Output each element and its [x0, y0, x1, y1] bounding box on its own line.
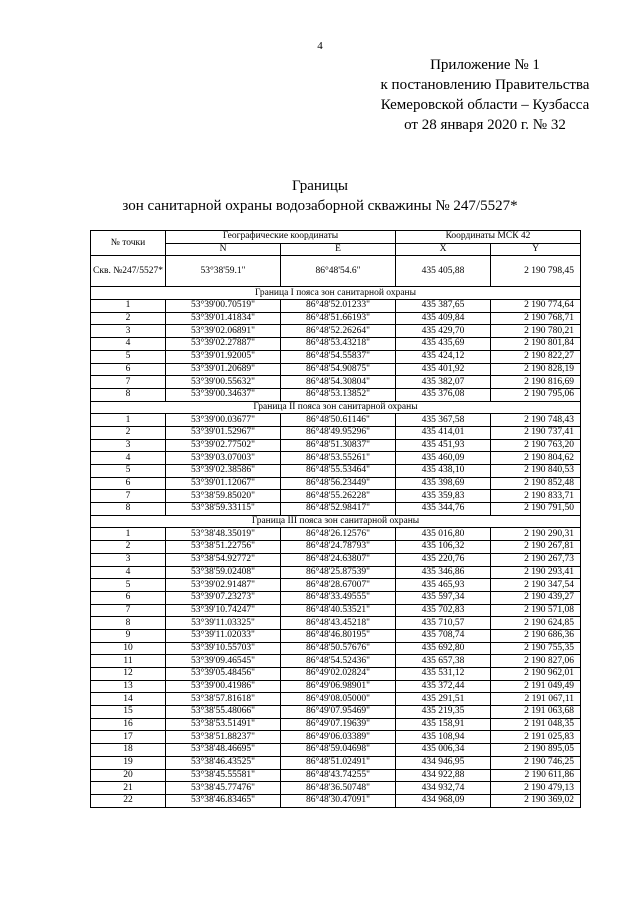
longitude-e: 86°49'06.98901"	[281, 680, 396, 693]
latitude-n: 53°39'01.92005"	[166, 350, 281, 363]
latitude-n: 53°39'09.46545"	[166, 655, 281, 668]
longitude-e: 86°49'06.03389"	[281, 731, 396, 744]
coord-x: 435 344,76	[396, 503, 491, 516]
point-number: 18	[91, 744, 166, 757]
latitude-n: 53°39'01.41834"	[166, 312, 281, 325]
coord-x: 435 424,12	[396, 350, 491, 363]
point-number: 3	[91, 553, 166, 566]
header-point: № точки	[91, 231, 166, 256]
longitude-e: 86°48'43.45218"	[281, 617, 396, 630]
header-n: N	[166, 243, 281, 256]
point-number: 22	[91, 794, 166, 807]
table-row	[91, 363, 581, 376]
longitude-e: 86°48'36.50748"	[281, 782, 396, 795]
point-number: 2	[91, 312, 166, 325]
coord-x: 435 158,91	[396, 718, 491, 731]
latitude-n: 53°38'45.55581"	[166, 769, 281, 782]
latitude-n: 53°39'01.12067"	[166, 477, 281, 490]
coord-y: 2 190 780,21	[491, 325, 581, 338]
table-row	[91, 604, 581, 617]
table-row	[91, 414, 581, 427]
point-number: 1	[91, 414, 166, 427]
coord-x: 435 382,07	[396, 376, 491, 389]
longitude-e: 86°49'02.02824"	[281, 668, 396, 681]
document-title	[0, 176, 640, 216]
longitude-e: 86°48'50.57676"	[281, 642, 396, 655]
coord-y: 2 190 748,43	[491, 414, 581, 427]
point-number: 16	[91, 718, 166, 731]
longitude-e: 86°48'52.26264"	[281, 325, 396, 338]
coord-y: 2 191 025,83	[491, 731, 581, 744]
latitude-n: 53°39'10.55703"	[166, 642, 281, 655]
well-x: 435 405,88	[396, 256, 491, 287]
longitude-e: 86°48'55.26228"	[281, 490, 396, 503]
coord-x: 435 460,09	[396, 452, 491, 465]
section-header-row	[91, 287, 581, 300]
latitude-n: 53°39'02.91487"	[166, 579, 281, 592]
latitude-n: 53°38'54.92772"	[166, 553, 281, 566]
latitude-n: 53°38'51.22756"	[166, 541, 281, 554]
table-row	[91, 490, 581, 503]
coord-y: 2 190 791,50	[491, 503, 581, 516]
header-x: X	[396, 243, 491, 256]
longitude-e: 86°48'52.01233"	[281, 300, 396, 313]
title-line-2: зон санитарной охраны водозаборной скважины № 247/5527*	[122, 198, 518, 214]
well-id: Скв. №247/5527*	[91, 256, 166, 287]
header-y: Y	[491, 243, 581, 256]
coord-x: 435 219,35	[396, 706, 491, 719]
point-number: 4	[91, 338, 166, 351]
coord-y: 2 190 774,64	[491, 300, 581, 313]
coord-x: 434 932,74	[396, 782, 491, 795]
coord-y: 2 190 290,31	[491, 528, 581, 541]
latitude-n: 53°39'02.06891"	[166, 325, 281, 338]
coord-x: 435 108,94	[396, 731, 491, 744]
point-number: 14	[91, 693, 166, 706]
point-number: 6	[91, 477, 166, 490]
coord-x: 435 692,80	[396, 642, 491, 655]
appendix-line-3: Кемеровской области – Кузбасса	[380, 97, 590, 113]
coord-x: 435 220,76	[396, 553, 491, 566]
longitude-e: 86°48'56.23449"	[281, 477, 396, 490]
coord-x: 435 291,51	[396, 693, 491, 706]
table-row	[91, 541, 581, 554]
coord-x: 435 387,65	[396, 300, 491, 313]
coord-y: 2 190 852,48	[491, 477, 581, 490]
table-row	[91, 503, 581, 516]
longitude-e: 86°48'43.74255"	[281, 769, 396, 782]
coord-y: 2 190 369,02	[491, 794, 581, 807]
point-number: 3	[91, 439, 166, 452]
longitude-e: 86°48'26.12576"	[281, 528, 396, 541]
table-row	[91, 312, 581, 325]
longitude-e: 86°48'54.55837"	[281, 350, 396, 363]
longitude-e: 86°48'25.87539"	[281, 566, 396, 579]
coord-x: 434 968,09	[396, 794, 491, 807]
point-number: 3	[91, 325, 166, 338]
appendix-line-4: от 28 января 2020 г. № 32	[404, 117, 566, 133]
coord-x: 435 597,34	[396, 591, 491, 604]
table-row	[91, 579, 581, 592]
table-row	[91, 680, 581, 693]
longitude-e: 86°49'07.95469"	[281, 706, 396, 719]
latitude-n: 53°38'59.85020"	[166, 490, 281, 503]
table-row	[91, 769, 581, 782]
table-row	[91, 693, 581, 706]
latitude-n: 53°39'11.02033"	[166, 629, 281, 642]
coord-y: 2 191 063,68	[491, 706, 581, 719]
longitude-e: 86°48'33.49555"	[281, 591, 396, 604]
coord-y: 2 190 267,81	[491, 541, 581, 554]
latitude-n: 53°39'11.03325"	[166, 617, 281, 630]
coord-y: 2 190 801,84	[491, 338, 581, 351]
longitude-e: 86°48'50.61146"	[281, 414, 396, 427]
latitude-n: 53°38'46.83465"	[166, 794, 281, 807]
coord-x: 435 657,38	[396, 655, 491, 668]
point-number: 19	[91, 756, 166, 769]
coord-y: 2 190 439,27	[491, 591, 581, 604]
table-row	[91, 452, 581, 465]
latitude-n: 53°38'48.35019"	[166, 528, 281, 541]
latitude-n: 53°38'59.02408"	[166, 566, 281, 579]
longitude-e: 86°48'51.66193"	[281, 312, 396, 325]
table-row	[91, 338, 581, 351]
table-row	[91, 376, 581, 389]
table-row	[91, 350, 581, 363]
coord-x: 435 531,12	[396, 668, 491, 681]
point-number: 6	[91, 591, 166, 604]
section-header-row	[91, 515, 581, 528]
longitude-e: 86°48'49.95296"	[281, 426, 396, 439]
coord-x: 434 922,88	[396, 769, 491, 782]
table-row	[91, 744, 581, 757]
well-e: 86°48'54.6"	[281, 256, 396, 287]
coord-x: 435 409,84	[396, 312, 491, 325]
coord-y: 2 190 267,73	[491, 553, 581, 566]
point-number: 7	[91, 376, 166, 389]
coord-y: 2 191 048,35	[491, 718, 581, 731]
latitude-n: 53°38'57.81618"	[166, 693, 281, 706]
coord-x: 435 401,92	[396, 363, 491, 376]
longitude-e: 86°48'52.98417"	[281, 503, 396, 516]
coord-y: 2 190 833,71	[491, 490, 581, 503]
table-row	[91, 591, 581, 604]
longitude-e: 86°48'40.53521"	[281, 604, 396, 617]
well-n: 53°38'59.1"	[166, 256, 281, 287]
table-row	[91, 731, 581, 744]
table-row	[91, 439, 581, 452]
well-y: 2 190 798,45	[491, 256, 581, 287]
latitude-n: 53°39'00.03677"	[166, 414, 281, 427]
table-row	[91, 388, 581, 401]
latitude-n: 53°39'00.34637"	[166, 388, 281, 401]
coord-y: 2 190 816,69	[491, 376, 581, 389]
coord-y: 2 190 611,86	[491, 769, 581, 782]
point-number: 8	[91, 388, 166, 401]
coord-x: 435 438,10	[396, 465, 491, 478]
latitude-n: 53°39'00.70519"	[166, 300, 281, 313]
coord-y: 2 190 962,01	[491, 668, 581, 681]
latitude-n: 53°39'07.23273"	[166, 591, 281, 604]
coord-y: 2 190 755,35	[491, 642, 581, 655]
title-line-1: Границы	[291, 178, 349, 194]
table-row	[91, 668, 581, 681]
longitude-e: 86°48'53.55261"	[281, 452, 396, 465]
latitude-n: 53°39'05.48456"	[166, 668, 281, 681]
coord-y: 2 191 049,49	[491, 680, 581, 693]
table-row	[91, 642, 581, 655]
coord-y: 2 190 840,53	[491, 465, 581, 478]
coord-y: 2 190 895,05	[491, 744, 581, 757]
latitude-n: 53°39'00.41986"	[166, 680, 281, 693]
point-number: 4	[91, 452, 166, 465]
table-row	[91, 655, 581, 668]
table-body	[91, 256, 581, 807]
longitude-e: 86°48'28.67007"	[281, 579, 396, 592]
table-row	[91, 718, 581, 731]
coord-x: 435 372,44	[396, 680, 491, 693]
table-row	[91, 426, 581, 439]
coord-x: 435 367,58	[396, 414, 491, 427]
point-number: 1	[91, 300, 166, 313]
latitude-n: 53°39'02.38586"	[166, 465, 281, 478]
coord-x: 435 359,83	[396, 490, 491, 503]
point-number: 5	[91, 465, 166, 478]
coord-x: 435 465,93	[396, 579, 491, 592]
appendix-line-2: к постановлению Правительства	[380, 77, 590, 93]
coord-x: 435 346,86	[396, 566, 491, 579]
coord-y: 2 190 763,20	[491, 439, 581, 452]
coord-y: 2 190 479,13	[491, 782, 581, 795]
latitude-n: 53°38'46.43525"	[166, 756, 281, 769]
table-row	[91, 528, 581, 541]
coord-y: 2 190 822,27	[491, 350, 581, 363]
point-number: 5	[91, 350, 166, 363]
longitude-e: 86°48'51.30837"	[281, 439, 396, 452]
longitude-e: 86°48'24.78793"	[281, 541, 396, 554]
point-number: 15	[91, 706, 166, 719]
coord-x: 435 708,74	[396, 629, 491, 642]
section-title: Граница II пояса зон санитарной охраны	[91, 401, 581, 414]
coord-y: 2 190 293,41	[491, 566, 581, 579]
point-number: 2	[91, 426, 166, 439]
table-row	[91, 553, 581, 566]
coord-x: 435 016,80	[396, 528, 491, 541]
table-row	[91, 325, 581, 338]
point-number: 6	[91, 363, 166, 376]
coord-y: 2 190 768,71	[491, 312, 581, 325]
table-row	[91, 300, 581, 313]
coord-y: 2 190 795,06	[491, 388, 581, 401]
table-row	[91, 477, 581, 490]
point-number: 8	[91, 617, 166, 630]
well-row	[91, 256, 581, 287]
point-number: 9	[91, 629, 166, 642]
coord-x: 435 429,70	[396, 325, 491, 338]
point-number: 7	[91, 604, 166, 617]
coord-x: 435 710,57	[396, 617, 491, 630]
coord-y: 2 190 624,85	[491, 617, 581, 630]
longitude-e: 86°48'30.47091"	[281, 794, 396, 807]
header-e: E	[281, 243, 396, 256]
latitude-n: 53°38'53.51491"	[166, 718, 281, 731]
point-number: 21	[91, 782, 166, 795]
longitude-e: 86°49'08.05000"	[281, 693, 396, 706]
point-number: 8	[91, 503, 166, 516]
table-row	[91, 706, 581, 719]
coord-x: 435 106,32	[396, 541, 491, 554]
coord-y: 2 190 737,41	[491, 426, 581, 439]
latitude-n: 53°39'02.77502"	[166, 439, 281, 452]
coord-y: 2 190 571,08	[491, 604, 581, 617]
point-number: 10	[91, 642, 166, 655]
section-title: Граница III пояса зон санитарной охраны	[91, 515, 581, 528]
coord-x: 435 376,08	[396, 388, 491, 401]
latitude-n: 53°39'02.27887"	[166, 338, 281, 351]
coord-x: 435 702,83	[396, 604, 491, 617]
coord-y: 2 190 347,54	[491, 579, 581, 592]
longitude-e: 86°48'54.90875"	[281, 363, 396, 376]
coord-y: 2 190 746,25	[491, 756, 581, 769]
point-number: 2	[91, 541, 166, 554]
appendix-line-1: Приложение № 1	[430, 57, 540, 73]
latitude-n: 53°38'45.77476"	[166, 782, 281, 795]
point-number: 5	[91, 579, 166, 592]
latitude-n: 53°38'48.46695"	[166, 744, 281, 757]
table-row	[91, 782, 581, 795]
point-number: 17	[91, 731, 166, 744]
coord-x: 435 414,01	[396, 426, 491, 439]
coord-x: 434 946,95	[396, 756, 491, 769]
longitude-e: 86°48'51.02491"	[281, 756, 396, 769]
table-row	[91, 617, 581, 630]
coord-y: 2 191 067,11	[491, 693, 581, 706]
table-header-row	[91, 231, 581, 244]
section-header-row	[91, 401, 581, 414]
point-number: 12	[91, 668, 166, 681]
latitude-n: 53°38'59.33115"	[166, 503, 281, 516]
longitude-e: 86°48'59.04698"	[281, 744, 396, 757]
point-number: 20	[91, 769, 166, 782]
point-number: 11	[91, 655, 166, 668]
longitude-e: 86°48'55.53464"	[281, 465, 396, 478]
longitude-e: 86°48'46.80195"	[281, 629, 396, 642]
coord-x: 435 006,34	[396, 744, 491, 757]
coord-y: 2 190 827,06	[491, 655, 581, 668]
longitude-e: 86°48'53.43218"	[281, 338, 396, 351]
point-number: 7	[91, 490, 166, 503]
table-row	[91, 629, 581, 642]
longitude-e: 86°48'24.63807"	[281, 553, 396, 566]
point-number: 13	[91, 680, 166, 693]
table-row	[91, 566, 581, 579]
latitude-n: 53°39'01.52967"	[166, 426, 281, 439]
latitude-n: 53°39'10.74247"	[166, 604, 281, 617]
longitude-e: 86°49'07.19639"	[281, 718, 396, 731]
coord-y: 2 190 686,36	[491, 629, 581, 642]
latitude-n: 53°39'03.07003"	[166, 452, 281, 465]
coord-x: 435 398,69	[396, 477, 491, 490]
point-number: 4	[91, 566, 166, 579]
longitude-e: 86°48'54.30804"	[281, 376, 396, 389]
header-geo-coordinates: Географические координаты	[166, 231, 396, 244]
appendix-block	[340, 55, 630, 135]
table-row	[91, 794, 581, 807]
table-row	[91, 465, 581, 478]
latitude-n: 53°38'55.48066"	[166, 706, 281, 719]
table-row	[91, 756, 581, 769]
latitude-n: 53°38'51.88237"	[166, 731, 281, 744]
coord-x: 435 451,93	[396, 439, 491, 452]
point-number: 1	[91, 528, 166, 541]
longitude-e: 86°48'54.52436"	[281, 655, 396, 668]
latitude-n: 53°39'00.55632"	[166, 376, 281, 389]
coord-y: 2 190 804,62	[491, 452, 581, 465]
header-msk-coordinates: Координаты МСК 42	[396, 231, 581, 244]
latitude-n: 53°39'01.20689"	[166, 363, 281, 376]
coord-y: 2 190 828,19	[491, 363, 581, 376]
section-title: Граница I пояса зон санитарной охраны	[91, 287, 581, 300]
page-number: 4	[317, 40, 323, 52]
coordinates-table	[90, 230, 581, 808]
longitude-e: 86°48'53.13852"	[281, 388, 396, 401]
coord-x: 435 435,69	[396, 338, 491, 351]
